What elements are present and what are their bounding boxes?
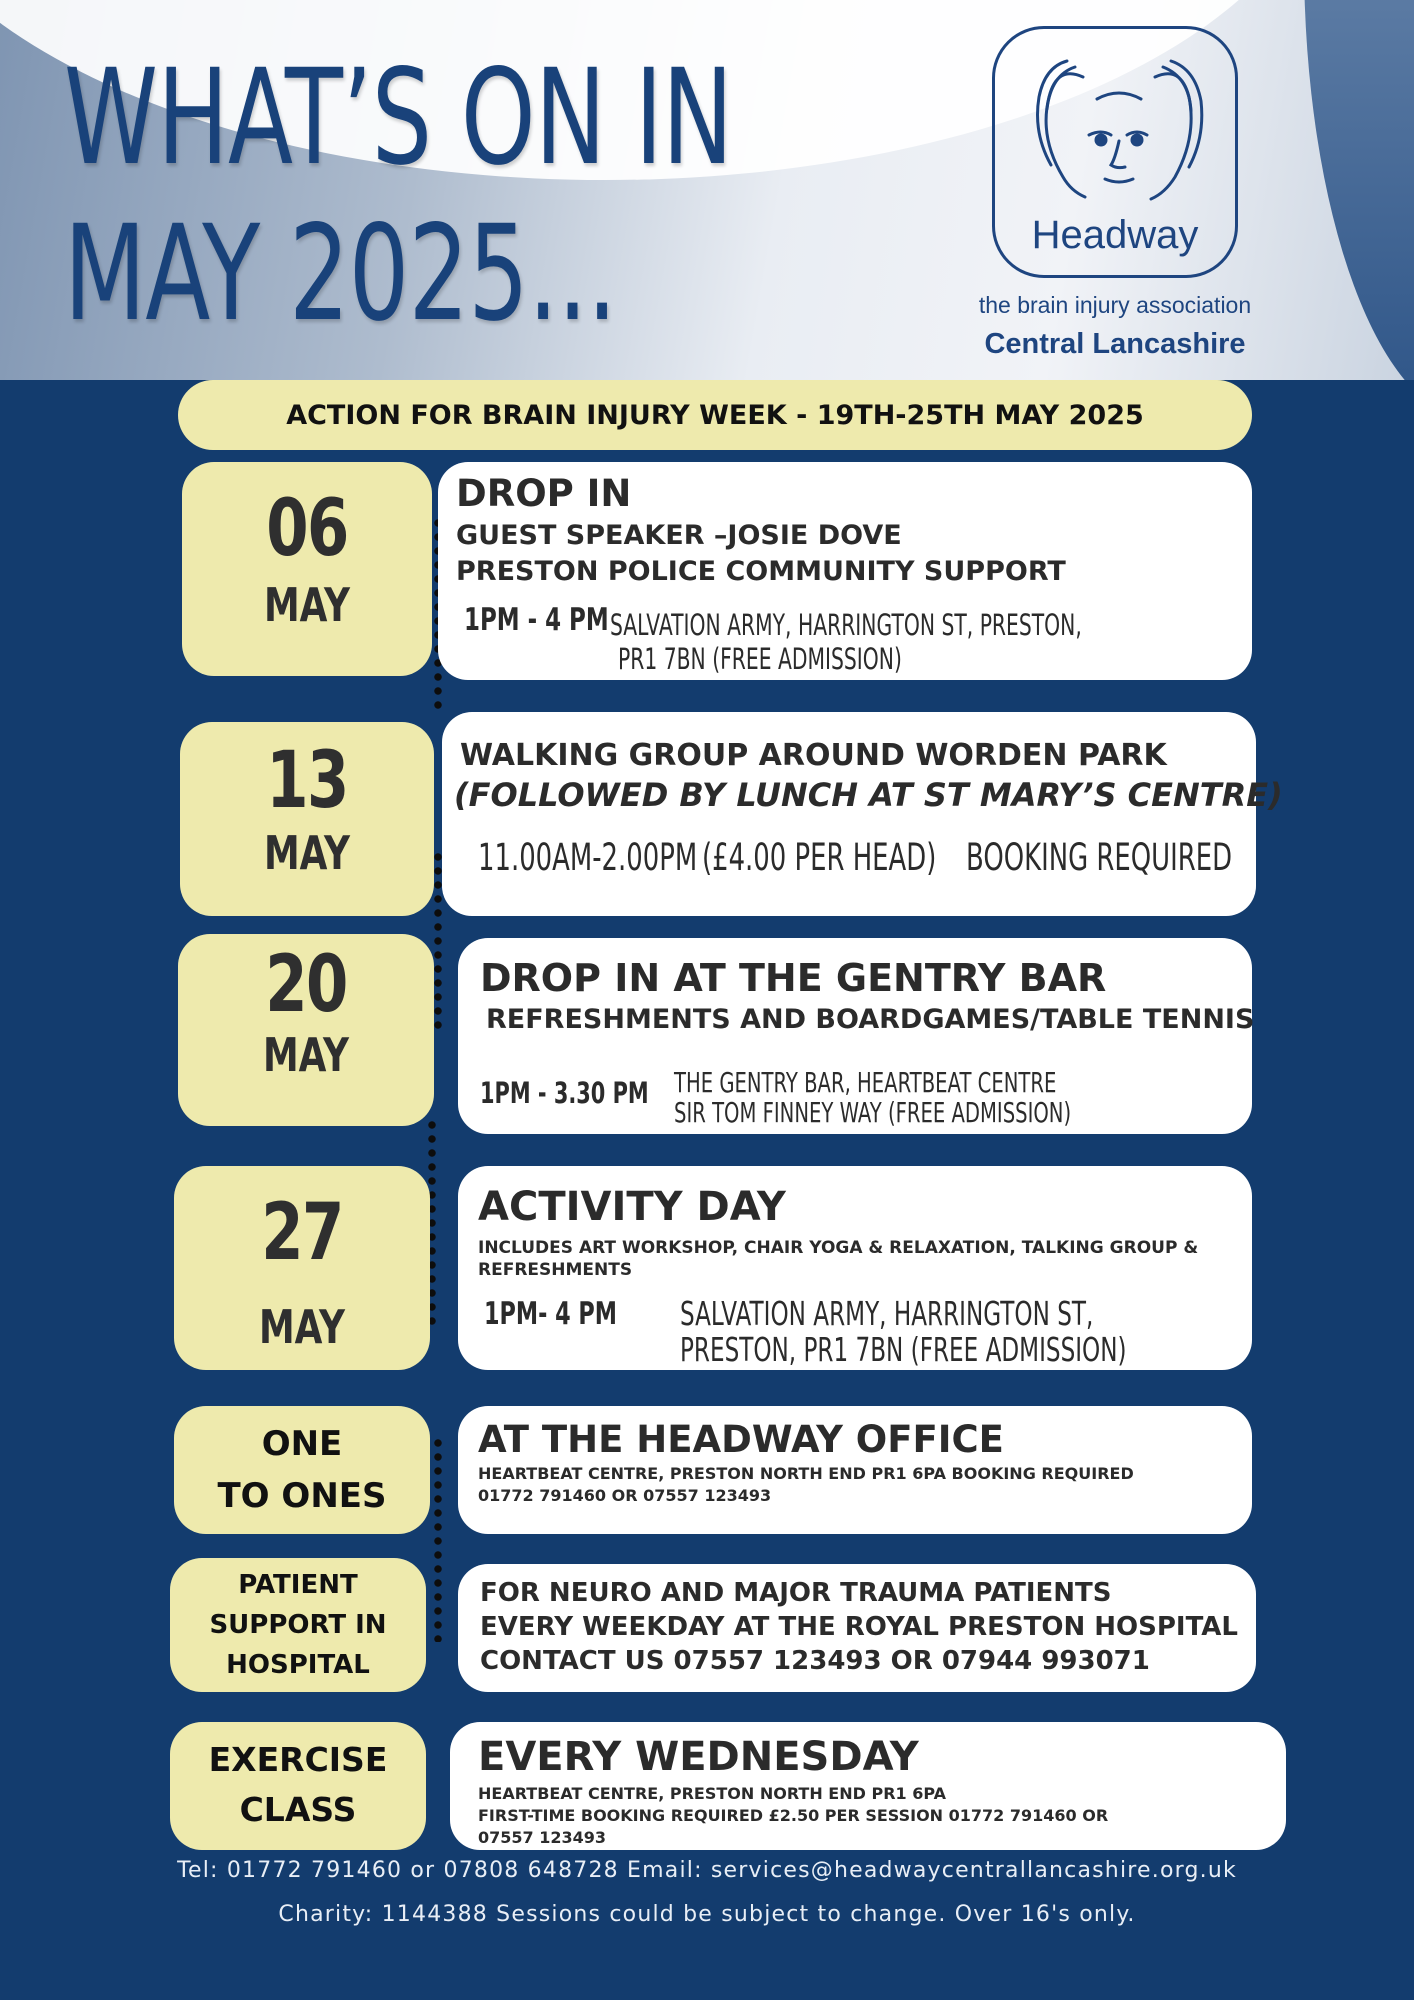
- event-time: 1PM- 4 PM: [484, 1296, 618, 1332]
- event-detail: PRESTON POLICE COMMUNITY SUPPORT: [456, 556, 1066, 587]
- event-card-gentry-bar: [458, 938, 1255, 1134]
- service-label: TO ONES: [217, 1476, 387, 1516]
- headway-logo: [992, 26, 1238, 278]
- date-pill-06-may: [182, 462, 432, 676]
- logo-wordmark: Headway: [1031, 213, 1199, 257]
- event-description: REFRESHMENTS: [478, 1260, 633, 1280]
- event-venue: SIR TOM FINNEY WAY (FREE ADMISSION): [674, 1096, 1072, 1129]
- event-title: ACTIVITY DAY: [478, 1184, 786, 1230]
- service-label: CLASS: [239, 1790, 357, 1829]
- event-venue: SALVATION ARMY, HARRINGTON ST,: [680, 1294, 1094, 1333]
- footer-charity: Charity: 1144388 Sessions could be subject to change. Over 16's only.: [278, 1902, 1136, 1927]
- event-subtitle: REFRESHMENTS AND BOARDGAMES/TABLE TENNIS: [486, 1004, 1255, 1035]
- event-venue: SALVATION ARMY, HARRINGTON ST, PRESTON,: [610, 608, 1082, 642]
- service-detail: HEARTBEAT CENTRE, PRESTON NORTH END PR1 6PA BOOKING REQUIRED: [478, 1464, 1134, 1483]
- service-detail: FOR NEURO AND MAJOR TRAUMA PATIENTS: [480, 1578, 1112, 1608]
- service-label: HOSPITAL: [226, 1650, 370, 1680]
- service-label: ONE: [261, 1424, 343, 1464]
- date-pill-13-may: [180, 722, 434, 916]
- service-title: EVERY WEDNESDAY: [478, 1734, 919, 1780]
- event-booking: BOOKING REQUIRED: [966, 836, 1233, 879]
- date-day: 27: [261, 1188, 343, 1278]
- event-venue: THE GENTRY BAR, HEARTBEAT CENTRE: [674, 1066, 1057, 1099]
- event-card-drop-in: [438, 462, 1252, 680]
- service-label: PATIENT: [238, 1570, 358, 1600]
- service-detail: EVERY WEEKDAY AT THE ROYAL PRESTON HOSPITAL: [480, 1612, 1238, 1642]
- event-venue: PR1 7BN (FREE ADMISSION): [618, 642, 902, 676]
- date-month: MAY: [263, 826, 351, 880]
- event-card-activity-day: [458, 1166, 1252, 1370]
- date-pill-27-may: [174, 1166, 430, 1370]
- event-venue: PRESTON, PR1 7BN (FREE ADMISSION): [680, 1330, 1127, 1369]
- label-pill-one-to-ones: [174, 1406, 430, 1534]
- awareness-week-banner: ACTION FOR BRAIN INJURY WEEK - 19TH-25TH MAY 2025: [178, 380, 1252, 450]
- event-title: WALKING GROUP AROUND WORDEN PARK: [460, 738, 1167, 773]
- service-detail: CONTACT US 07557 123493 OR 07944 993071: [480, 1646, 1150, 1676]
- event-card-walking-group: [442, 712, 1283, 916]
- date-month: MAY: [258, 1300, 346, 1354]
- service-detail: FIRST-TIME BOOKING REQUIRED £2.50 PER SESSION 01772 791460 OR: [478, 1806, 1109, 1825]
- service-card-hospital-support: [458, 1564, 1256, 1692]
- timeline-dots: [434, 850, 442, 1030]
- title-line-2: MAY 2025...: [64, 197, 617, 351]
- header-curve-decoration: [1304, 0, 1414, 380]
- date-day: 13: [266, 736, 348, 826]
- service-card-exercise: [450, 1722, 1286, 1850]
- event-price: (£4.00 PER HEAD): [702, 836, 937, 879]
- event-time: 11.00AM-2.00PM: [478, 836, 698, 879]
- face-hands-icon: [1005, 37, 1225, 217]
- title-line-1: WHAT’S ON IN: [64, 41, 733, 195]
- tagline: the brain injury association: [978, 292, 1252, 318]
- event-time: 1PM - 4 PM: [464, 602, 609, 638]
- date-month: MAY: [263, 578, 351, 632]
- service-detail: 07557 123493: [478, 1828, 607, 1847]
- service-detail: 01772 791460 OR 07557 123493: [478, 1486, 772, 1505]
- page-title: [64, 40, 732, 352]
- footer-contact: Tel: 01772 791460 or 07808 648728 Email: services@headwaycentrallancashire.org.uk: [177, 1858, 1237, 1883]
- date-day: 06: [266, 484, 348, 574]
- service-card-headway-office: [458, 1406, 1252, 1534]
- label-pill-patient-support: [170, 1558, 426, 1692]
- event-title: DROP IN: [456, 472, 632, 515]
- organisation-name: Central Lancashire: [984, 328, 1246, 360]
- event-time: 1PM - 3.30 PM: [480, 1076, 649, 1110]
- service-detail: HEARTBEAT CENTRE, PRESTON NORTH END PR1 6PA: [478, 1784, 946, 1803]
- date-pill-20-may: [178, 934, 434, 1126]
- date-month: MAY: [262, 1028, 350, 1082]
- event-description: INCLUDES ART WORKSHOP, CHAIR YOGA & RELAXATION, TALKING GROUP &: [478, 1238, 1199, 1258]
- date-day: 20: [265, 940, 347, 1030]
- event-detail: GUEST SPEAKER –JOSIE DOVE: [456, 520, 902, 551]
- service-label: SUPPORT IN: [209, 1610, 387, 1640]
- service-title: AT THE HEADWAY OFFICE: [478, 1418, 1004, 1461]
- timeline-dots: [434, 1436, 442, 1642]
- event-subtitle: (FOLLOWED BY LUNCH AT ST MARY’S CENTRE): [454, 776, 1283, 814]
- label-pill-exercise-class: [170, 1722, 426, 1850]
- event-title: DROP IN AT THE GENTRY BAR: [480, 956, 1107, 1000]
- service-label: EXERCISE: [208, 1740, 388, 1779]
